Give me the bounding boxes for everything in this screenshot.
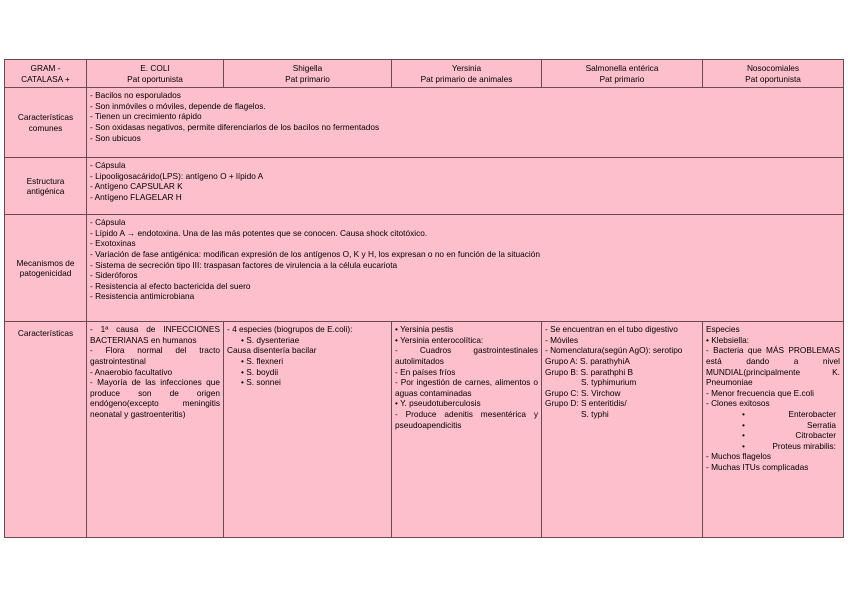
- text-line: • S. sonnei: [227, 377, 388, 388]
- list-item: [706, 420, 840, 431]
- bullet-icon: [742, 441, 745, 452]
- row-label: Mecanismos de patogenicidad: [5, 215, 87, 322]
- cell-yersinia: [392, 322, 542, 538]
- text-line: Grupo B: S. parathphi B: [545, 366, 634, 377]
- cell-nosocomiales: [703, 322, 844, 538]
- text-line: Yersinia: [451, 63, 482, 73]
- bullet-icon: [742, 409, 745, 420]
- text-line: - 4 especies (biogrupos de E.coli):: [227, 324, 353, 335]
- text-line: - Sideróforos: [90, 270, 138, 281]
- text-line: - Anaerobio facultativo: [90, 366, 173, 377]
- text-line: - Bacilos no esporulados: [90, 90, 181, 101]
- text-line: Serratia: [806, 419, 836, 430]
- list-item: [706, 409, 840, 420]
- text-line: • Yersinia enterocolítica:: [395, 335, 538, 346]
- text-line: - Bacteria que MÁS PROBLEMAS está dando a nivel MUNDIAL(principalmente K. Pneumoniae: [706, 345, 840, 388]
- text-line: Pat primario: [599, 73, 645, 84]
- text-line: CATALASA +: [21, 73, 70, 84]
- text-line: • Y. pseudotuberculosis: [395, 398, 538, 409]
- text-line: - Flora normal del tracto gastrointestinal: [90, 345, 220, 366]
- header-cell-yersinia: [392, 60, 542, 88]
- text-line: • S. boydii: [227, 367, 388, 378]
- list-item: [706, 441, 840, 452]
- text-line: - Antígeno CAPSULAR K: [90, 181, 183, 192]
- row-estructura-antigenica: [5, 158, 844, 215]
- text-line: Causa disentería bacilar: [227, 345, 317, 356]
- text-line: - Variación de fase antigénica: modifican expresión de los antígenos O, K y H, los expresan o no en función de la situación: [90, 248, 540, 259]
- row-caracteristicas: [5, 322, 844, 538]
- text-line: • S. flexneri: [227, 356, 388, 367]
- text-line: - Son oxidasas negativos, permite diferenciarlos de los bacilos no fermentados: [90, 121, 380, 132]
- text-line: • Yersinia pestis: [395, 324, 538, 335]
- text-line: - Cápsula: [90, 217, 126, 228]
- text-line: Pat oportunista: [127, 73, 183, 84]
- text-line: - Exotoxinas: [90, 238, 136, 249]
- text-line: - Son ubicuos: [90, 132, 141, 143]
- row-caracteristicas-comunes: [5, 88, 844, 158]
- text-line: Nosocomiales: [746, 63, 800, 73]
- row-content: [87, 158, 844, 215]
- row-content: [87, 215, 844, 322]
- bullet-icon: [742, 420, 745, 431]
- text-line: - Muchos flagelos: [706, 451, 772, 462]
- text-line: GRAM -: [30, 63, 61, 73]
- text-line: - Lipooligosacárido(LPS): antígeno O + lípido A: [90, 170, 264, 181]
- text-line: - Resistencia al efecto bactericida del suero: [90, 280, 251, 291]
- text-line: Pat oportunista: [745, 73, 801, 84]
- text-line: S. typhi: [581, 408, 609, 419]
- text-line: Salmonella entérica: [585, 63, 659, 73]
- text-line: - Clones exitosos: [706, 398, 770, 409]
- text-line: - Antígeno FLAGELAR H: [90, 191, 182, 202]
- header-cell-nosocomiales: [703, 60, 844, 88]
- text-line: - Tienen un crecimiento rápido: [90, 111, 202, 122]
- cell-shigella: [224, 322, 392, 538]
- row-label: Características: [5, 322, 87, 538]
- text-line: Grupo A: S. parathyhiA: [545, 355, 630, 366]
- text-line: - En países fríos: [395, 366, 456, 377]
- text-line: - Cuadros gastrointestinales autolimitados: [395, 345, 538, 366]
- header-cell-gram: [5, 60, 87, 88]
- text-line: - Mayoría de las infecciones que produce son de origen endógeno(excepto meningitis neonatal y gastroenteritis): [90, 377, 220, 419]
- text-line: - Por ingestión de carnes, alimentos o aguas contaminadas: [395, 377, 538, 398]
- text-line: Especies: [706, 324, 740, 335]
- text-line: - Sistema de secreción tipo III: traspasan factores de virulencia a la célula eucariota: [90, 259, 398, 270]
- text-line: - Móviles: [545, 334, 579, 345]
- cell-ecoli: [87, 322, 224, 538]
- text-line: • S. dysenteriae: [227, 335, 388, 346]
- row-label: Características comunes: [5, 88, 87, 158]
- text-line: - 1ª causa de INFECCIONES BACTERIANAS en humanos: [90, 324, 220, 345]
- text-line: Shigella: [292, 63, 323, 73]
- text-line: - Nomenclatura(según AgO): serotipo: [545, 345, 683, 356]
- bullet-icon: [742, 430, 745, 441]
- row-label: Estructura antigénica: [5, 158, 87, 215]
- text-line: • Klebsiella:: [706, 335, 840, 346]
- header-cell-ecoli: [87, 60, 224, 88]
- header-cell-salmonella: [542, 60, 703, 88]
- text-line: - Resistencia antimicrobiana: [90, 291, 195, 302]
- cell-salmonella: [542, 322, 703, 538]
- text-line: S. typhimurium: [581, 377, 637, 388]
- list-item: [706, 430, 840, 441]
- text-line: - Se encuentran en el tubo digestivo: [545, 324, 678, 335]
- text-line: - Cápsula: [90, 160, 126, 171]
- text-line: Citrobacter: [795, 430, 836, 441]
- text-line: - Produce adenitis mesentérica y pseudoapendicitis: [395, 408, 538, 430]
- header-cell-shigella: [224, 60, 392, 88]
- text-line: Enterobacter: [788, 408, 836, 419]
- header-row: [5, 60, 844, 88]
- text-line: Proteus mirabilis:: [772, 440, 836, 451]
- text-line: Grupo D: S enteritidis/: [545, 398, 627, 409]
- row-mecanismos-patogenicidad: [5, 215, 844, 322]
- row-content: [87, 88, 844, 158]
- text-line: - Menor frecuencia que E.coli: [706, 387, 814, 398]
- text-line: Pat primario de animales: [420, 73, 513, 84]
- text-line: Pat primario: [285, 73, 330, 84]
- text-line: - Lípido A → endotoxina. Una de las más potentes que se conocen. Causa shock citotóxico.: [90, 227, 428, 238]
- text-line: E. COLI: [140, 63, 170, 73]
- bacteria-comparison-table: [4, 59, 844, 538]
- text-line: - Son inmóviles o móviles, depende de flagelos.: [90, 100, 266, 111]
- text-line: Grupo C: S. Virchow: [545, 387, 621, 398]
- text-line: - Muchas ITUs complicadas: [706, 461, 809, 472]
